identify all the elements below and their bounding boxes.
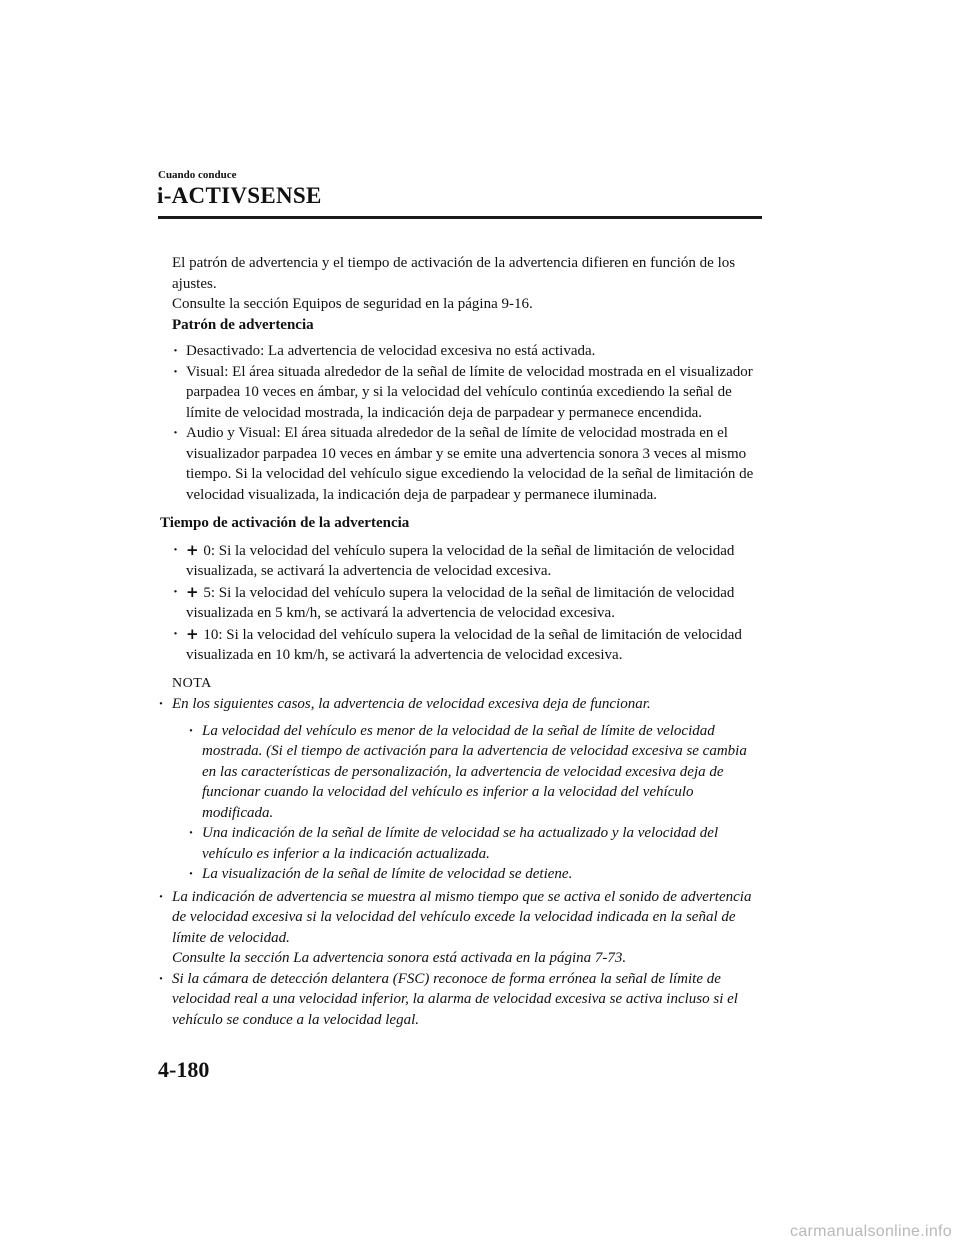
plus-icon: + bbox=[186, 540, 199, 559]
note-text: La indicación de advertencia se muestra al mismo tiempo que se activa el sonido de advertencia de velocidad excesiva si la velocidad del vehículo excede la velocidad indicada en la señal de límite de velocidad. bbox=[172, 888, 752, 946]
list-item: · Visual: El área situada alrededor de la señal de límite de velocidad mostrada en el visualizador parpadea 10 veces en ámbar, y si la velocidad del vehículo continúa excediendo la señal de límite de velocidad mostrada, la indicación deja de parpadear y permanece encendida. bbox=[172, 362, 762, 424]
section-label: Cuando conduce bbox=[158, 169, 237, 181]
intro-paragraph: El patrón de advertencia y el tiempo de activación de la advertencia difieren en función de los ajustes. bbox=[172, 255, 736, 292]
page-content bbox=[160, 253, 762, 1030]
pattern-list bbox=[172, 341, 762, 505]
list-item: · Desactivado: La advertencia de velocidad excesiva no está activada. bbox=[172, 341, 762, 362]
timing-heading: Tiempo de activación de la advertencia bbox=[160, 515, 410, 531]
list-item: · Una indicación de la señal de límite de velocidad se ha actualizado y la velocidad del vehículo es inferior a la indicación actualizada. bbox=[188, 823, 762, 864]
note-list bbox=[158, 694, 762, 1030]
timing-text: 0: Si la velocidad del vehículo supera la velocidad de la señal de limitación de velocidad visualizada, se activará la advertencia de velocidad excesiva. bbox=[186, 542, 735, 579]
title-rule bbox=[158, 216, 762, 219]
list-item bbox=[172, 540, 762, 582]
note-sub-list bbox=[188, 721, 762, 885]
page-number: 4-180 bbox=[158, 1057, 210, 1082]
timing-list bbox=[172, 540, 762, 666]
list-item bbox=[158, 694, 762, 885]
intro-reference: Consulte la sección Equipos de seguridad en la página 9-16. bbox=[172, 296, 533, 312]
list-item: · Audio y Visual: El área situada alrededor de la señal de límite de velocidad mostrada en el visualizador parpadea 10 veces en ámbar y se emite una advertencia sonora 3 veces al mismo tiempo. Si la velocidad del vehículo sigue excediendo la velocidad de la señal de limitación de velocidad visualizada, la indicación deja de parpadear y permanece iluminada. bbox=[172, 423, 762, 505]
list-item bbox=[172, 624, 762, 666]
list-item: · Si la cámara de detección delantera (FSC) reconoce de forma errónea la señal de límite de velocidad real a una velocidad inferior, la alarma de velocidad excesiva se activa incluso si el vehículo se conduce a la velocidad legal. bbox=[158, 969, 762, 1031]
note-heading: NOTA bbox=[172, 675, 212, 691]
note-reference: Consulte la sección La advertencia sonora está activada en la página 7-73. bbox=[172, 950, 627, 966]
chapter-title: i-ACTIVSENSE bbox=[157, 183, 322, 208]
note-text: En los siguientes casos, la advertencia de velocidad excesiva deja de funcionar. bbox=[172, 696, 651, 712]
pattern-heading: Patrón de advertencia bbox=[172, 316, 314, 333]
list-item: · La visualización de la señal de límite de velocidad se detiene. bbox=[188, 864, 762, 885]
list-item: · La velocidad del vehículo es menor de la velocidad de la señal de límite de velocidad mostrada. (Si el tiempo de activación para la advertencia de velocidad excesiva se cambia en las características de personalización, la advertencia de velocidad excesiva deja de funcionar cuando la velocidad del vehículo es inferior a la velocidad del vehículo modificada. bbox=[188, 721, 762, 824]
plus-icon: + bbox=[186, 624, 199, 643]
watermark: carmanualsonline.info bbox=[790, 1223, 952, 1240]
list-item bbox=[172, 582, 762, 624]
timing-text: 5: Si la velocidad del vehículo supera la velocidad de la señal de limitación de velocidad visualizada en 5 km/h, se activará la advertencia de velocidad excesiva. bbox=[186, 584, 735, 621]
timing-text: 10: Si la velocidad del vehículo supera la velocidad de la señal de limitación de velocidad visualizada en 10 km/h, se activará la advertencia de velocidad excesiva. bbox=[186, 626, 742, 663]
plus-icon: + bbox=[186, 582, 199, 601]
list-item bbox=[158, 887, 762, 969]
note-block bbox=[158, 694, 762, 1030]
